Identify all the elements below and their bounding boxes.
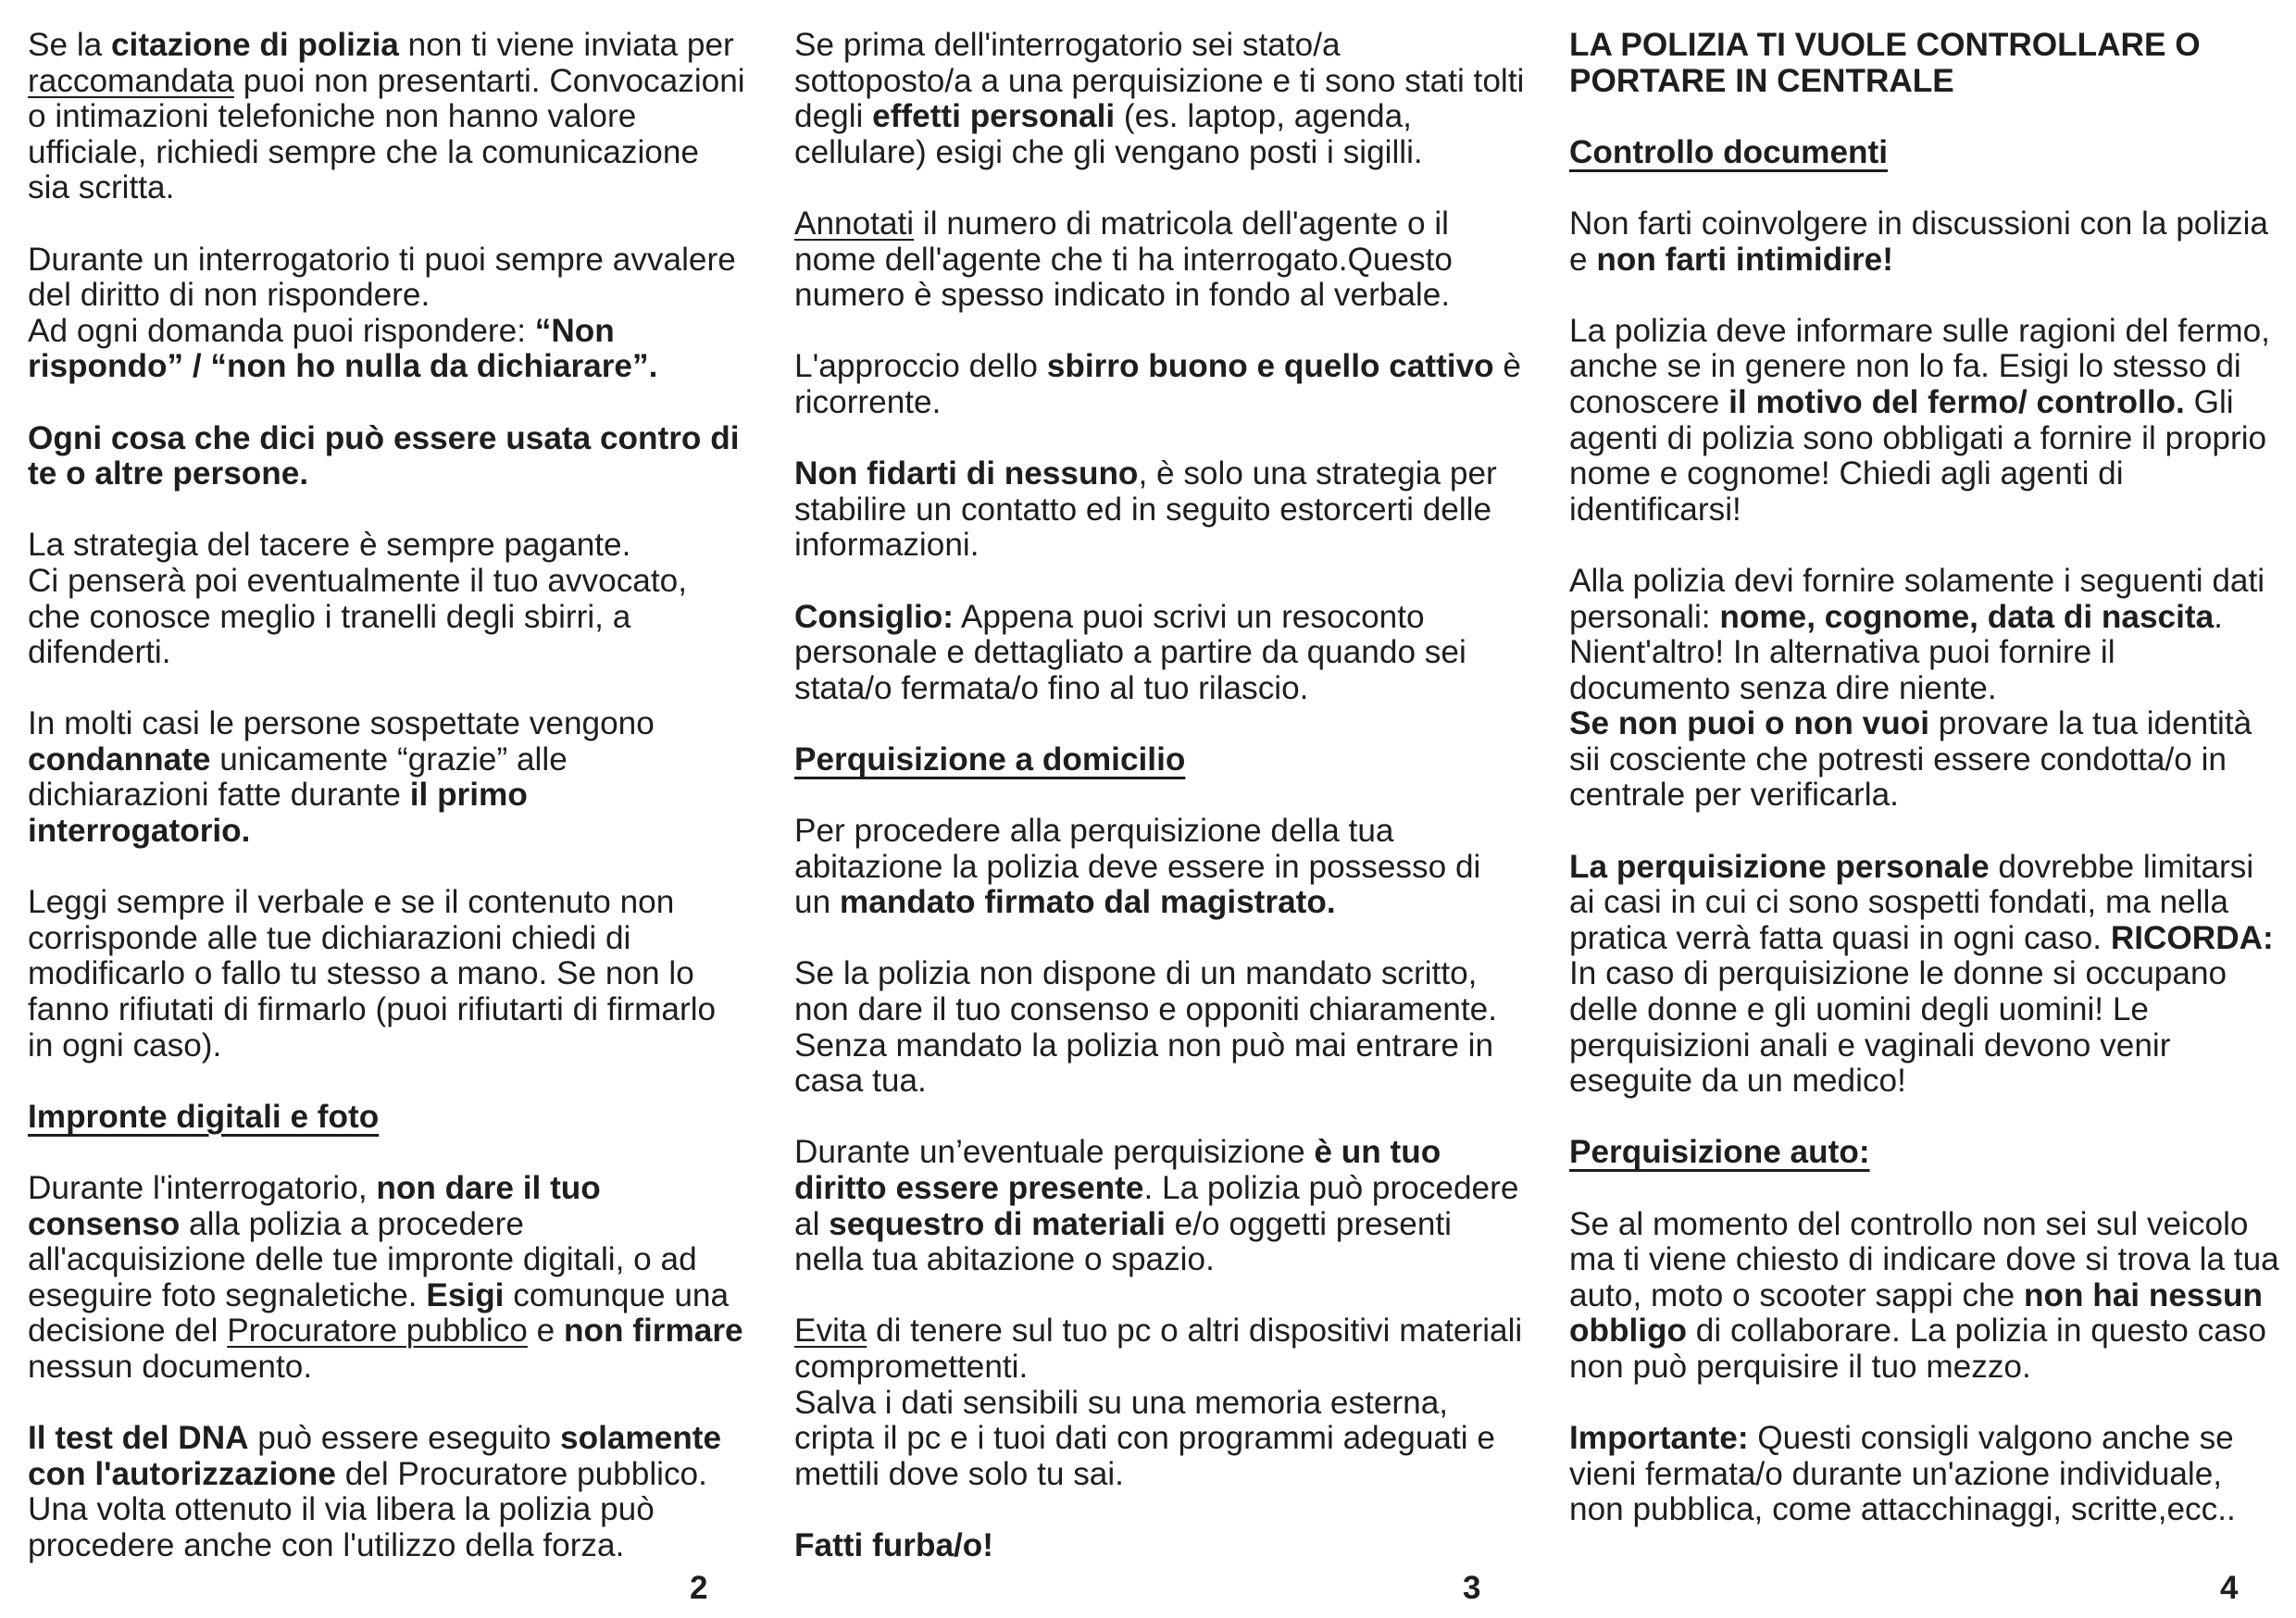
text-run: Non farti coinvolgere in discussioni con la polizia e bbox=[1569, 205, 2268, 278]
bold-text: Il test del DNA bbox=[28, 1420, 249, 1457]
paragraph bbox=[794, 28, 1526, 170]
text-run: di collaborare. La polizia in questo caso non può perquisire il tuo mezzo. bbox=[1569, 1313, 2266, 1385]
text-run: del Procuratore pubblico. Una volta ottenuto il via libera la polizia può procedere anche con l'utilizzo della forza. bbox=[28, 1455, 707, 1563]
text-run: La strategia del tacere è sempre pagante. bbox=[28, 527, 631, 564]
text-run: Ad ogni domanda puoi rispondere: bbox=[28, 312, 535, 349]
text-run: Durante l'interrogatorio, bbox=[28, 1170, 377, 1206]
paragraph bbox=[1569, 206, 2282, 278]
text-run: puoi non presentarti. Convocazioni o intimazioni telefoniche non hanno valore ufficiale, richiedi sempre che la comunicazione sia scritta. bbox=[28, 62, 745, 206]
bold-text: RICORDA: bbox=[2110, 919, 2274, 956]
bold-text: effetti personali bbox=[872, 98, 1116, 135]
bold-text: Fatti furba/o! bbox=[794, 1526, 994, 1563]
text-run: Durante un’eventuale perquisizione bbox=[794, 1134, 1315, 1171]
paragraph bbox=[794, 956, 1526, 1099]
bold-text: il primo interrogatorio. bbox=[28, 777, 528, 850]
paragraph bbox=[1569, 1207, 2282, 1386]
bold-text: Ogni cosa che dici può essere usata contro di te o altre persone. bbox=[28, 419, 740, 492]
paragraph bbox=[1569, 1421, 2282, 1528]
bold-text: “Non rispondo” / “non ho nulla da dichiarare”. bbox=[28, 312, 658, 385]
text-run: e/o oggetti presenti nella tua abitazione o spazio. bbox=[794, 1205, 1452, 1278]
text-run: , è solo una strategia per stabilire un contatto ed in seguito estorcerti delle informazioni. bbox=[794, 455, 1497, 564]
paragraph bbox=[28, 421, 745, 492]
text-run: e bbox=[527, 1313, 565, 1350]
bold-text: il motivo del fermo/ controllo. bbox=[1728, 383, 2185, 420]
text-run: Impronte digitali e foto bbox=[28, 1098, 380, 1135]
text-run: Per procedere alla perquisizione della tua abitazione la polizia deve essere in possesso di un bbox=[794, 813, 1481, 921]
section-title bbox=[1569, 28, 2282, 99]
text-run: In molti casi le persone sospettate vengono bbox=[28, 705, 655, 742]
page-number: 2 bbox=[690, 1570, 708, 1606]
bold-text: Non fidarti di nessuno bbox=[794, 455, 1139, 492]
text-run: dovrebbe limitarsi ai casi in cui ci sono sospetti fondati, ma nella pratica verrà fatta quasi in ogni caso. bbox=[1569, 848, 2254, 956]
text-run: unicamente “grazie” alle dichiarazioni fatte durante bbox=[28, 741, 568, 814]
text-run: Ci penserà poi eventualmente il tuo avvocato, che conosce meglio i tranelli degli sbirri, a difenderti. bbox=[28, 562, 687, 671]
text-run: Se la polizia non dispone di un mandato scritto, non dare il tuo consenso e opponiti chiaramente. Senza mandato la polizia non può mai entrare in casa tua. bbox=[794, 955, 1497, 1100]
text-run: provare la tua identità sii cosciente che potresti essere condotta/o in centrale per verificarla. bbox=[1569, 705, 2252, 814]
bold-text: non farti intimidire! bbox=[1596, 241, 1893, 278]
text-run: Gli agenti di polizia sono obbligati a fornire il proprio nome e cognome! Chiedi agli agenti di identificarsi! bbox=[1569, 383, 2267, 528]
text-run: può essere eseguito bbox=[248, 1420, 560, 1457]
text-run: Durante un interrogatorio ti puoi sempre avvalere del diritto di non rispondere. bbox=[28, 241, 736, 314]
bold-text: non firmare bbox=[564, 1313, 743, 1350]
text-run: di tenere sul tuo pc o altri dispositivi materiali compromettenti. bbox=[794, 1313, 1523, 1385]
underlined-text: Procuratore pubblico bbox=[227, 1313, 528, 1350]
bold-text: non hai nessun obbligo bbox=[1569, 1276, 2264, 1350]
page-3-column bbox=[794, 28, 1526, 1592]
bold-text: citazione di polizia bbox=[110, 27, 399, 63]
bold-text: sbirro buono e quello cattivo bbox=[1046, 348, 1494, 385]
text-run: Salva i dati sensibili su una memoria esterna, cripta il pc e i tuoi dati con programmi adeguati e mettili dove solo tu sai. bbox=[794, 1384, 1495, 1492]
paragraph bbox=[28, 1171, 745, 1386]
text-run: . Nient'altro! In alternativa puoi fornire il documento senza dire niente. bbox=[1569, 598, 2223, 706]
paragraph bbox=[794, 1135, 1526, 1277]
underlined-text: Evita bbox=[794, 1313, 867, 1350]
text-run: non ti viene inviata per bbox=[398, 27, 734, 63]
bold-text: Consiglio: bbox=[794, 598, 955, 635]
page-2-column bbox=[28, 28, 745, 1592]
bold-text: è un tuo diritto essere presente bbox=[794, 1134, 1441, 1206]
text-run: Questi consigli valgono anche se vieni fermata/o durante un'azione individuale, non pubblica, come attacchinaggi, scritte,ecc.. bbox=[1569, 1420, 2236, 1528]
text-run: L'approccio dello bbox=[794, 348, 1047, 385]
bold-text: condannate bbox=[28, 741, 211, 778]
paragraph bbox=[1569, 314, 2282, 529]
page-4-column bbox=[1569, 28, 2282, 1592]
paragraph bbox=[794, 206, 1526, 314]
paragraph bbox=[1569, 564, 2282, 814]
text-run: il numero di matricola dell'agente o il nome dell'agente che ti ha interrogato.Questo numero è spesso indicato in fondo al verbale. bbox=[794, 205, 1453, 314]
text-run: Se prima dell'interrogatorio sei stato/a sottoposto/a a una perquisizione e ti sono stati tolti degli bbox=[794, 27, 1525, 135]
text-run: nessun documento. bbox=[28, 1348, 313, 1385]
paragraph bbox=[28, 243, 745, 385]
text-run: Alla polizia devi fornire solamente i seguenti dati personali: bbox=[1569, 562, 2265, 635]
bold-text: Importante: bbox=[1569, 1420, 1749, 1457]
paragraph bbox=[28, 706, 745, 849]
bold-text: solamente con l'autorizzazione bbox=[28, 1420, 722, 1492]
text-run: Perquisizione auto: bbox=[1569, 1134, 1870, 1171]
text-run: LA POLIZIA TI VUOLE CONTROLLARE O PORTARE IN CENTRALE bbox=[1569, 27, 2201, 99]
paragraph bbox=[794, 1313, 1526, 1492]
paragraph bbox=[794, 349, 1526, 420]
underlined-text: raccomandata bbox=[28, 62, 234, 99]
bold-text: sequestro di materiali bbox=[829, 1205, 1166, 1242]
bold-text: La perquisizione personale bbox=[1569, 848, 1990, 885]
bold-text: non dare il tuo consenso bbox=[28, 1170, 601, 1242]
text-run: (es. laptop, agenda, cellulare) esigi che gli vengano posti i sigilli. bbox=[794, 98, 1423, 170]
bold-text: nome, cognome, data di nascita bbox=[1719, 598, 2215, 635]
section-heading bbox=[28, 1100, 745, 1136]
page-number: 4 bbox=[2220, 1570, 2239, 1606]
text-run: comunque una decisione del bbox=[28, 1276, 730, 1350]
text-run: Leggi sempre il verbale e se il contenuto non corrisponde alle tue dichiarazioni chiedi di modificarlo o fallo tu stesso a mano. Se non lo fanno rifiutati di firmarlo (puoi rifiutarti di firmarlo in ogni caso). bbox=[28, 884, 717, 1064]
text-run: Se la bbox=[28, 27, 111, 63]
text-run: è ricorrente. bbox=[794, 348, 1522, 420]
page-number: 3 bbox=[1463, 1570, 1481, 1606]
bold-text: mandato firmato dal magistrato. bbox=[839, 884, 1336, 921]
text-run: La polizia deve informare sulle ragioni del fermo, anche se in genere non lo fa. Esigi lo stesso di conoscere bbox=[1569, 312, 2270, 420]
paragraph bbox=[28, 1421, 745, 1563]
paragraph bbox=[28, 885, 745, 1064]
section-heading bbox=[1569, 1135, 2282, 1171]
text-run: Controllo documenti bbox=[1569, 133, 1889, 170]
bold-text: Se non puoi o non vuoi bbox=[1569, 705, 1929, 742]
paragraph bbox=[794, 1528, 1526, 1564]
paragraph bbox=[794, 600, 1526, 707]
text-run: . La polizia può procedere al bbox=[794, 1170, 1519, 1242]
text-run: Perquisizione a domicilio bbox=[794, 741, 1186, 778]
paragraph bbox=[28, 28, 745, 206]
paragraph bbox=[1569, 850, 2282, 1100]
text-run: Appena puoi scrivi un resoconto personale e dettagliato a partire da quando sei stata/o fermata/o fino al tuo rilascio. bbox=[794, 598, 1466, 706]
underlined-text: Annotati bbox=[794, 205, 915, 242]
text-run: alla polizia a procedere all'acquisizione delle tue impronte digitali, o ad eseguire foto segnaletiche. bbox=[28, 1205, 697, 1313]
paragraph bbox=[794, 814, 1526, 921]
text-run: Se al momento del controllo non sei sul veicolo ma ti viene chiesto di indicare dove si trova la tua auto, moto o scooter sappi che bbox=[1569, 1205, 2279, 1313]
paragraph bbox=[794, 456, 1526, 564]
section-heading bbox=[1569, 135, 2282, 171]
section-heading bbox=[794, 742, 1526, 778]
bold-text: Esigi bbox=[426, 1276, 505, 1313]
text-run: In caso di perquisizione le donne si occupano delle donne e gli uomini degli uomini! Le perquisizioni anali e vaginali devono venir eseguite da un medico! bbox=[1569, 955, 2227, 1100]
paragraph bbox=[28, 528, 745, 670]
